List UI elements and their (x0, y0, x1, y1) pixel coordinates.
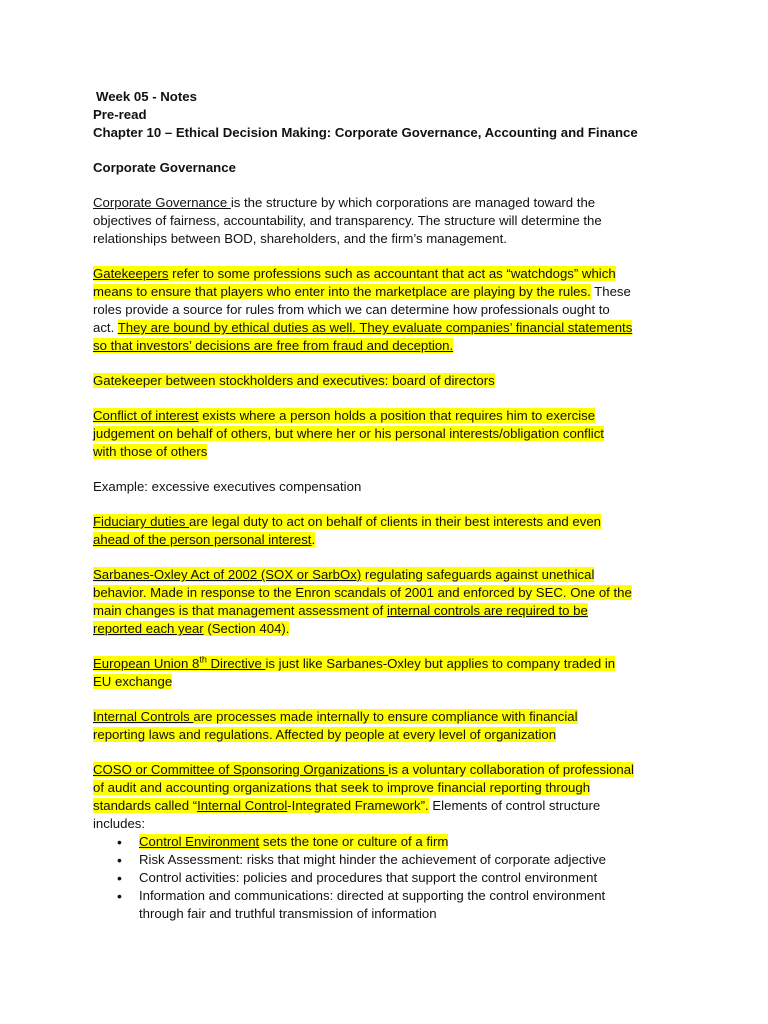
paragraph-sarbanes-oxley (93, 566, 693, 638)
text: is just like Sarbanes-Oxley but applies to company traded in (265, 656, 616, 671)
text: includes: (93, 816, 146, 831)
text: -Integrated Framework”. (287, 798, 429, 813)
bullet-glyph: • (117, 870, 122, 886)
paragraph-corporate-governance (93, 194, 693, 248)
bullet-glyph: • (117, 852, 122, 868)
text: reporting laws and regulations. Affected by people at every level of organization (93, 727, 557, 742)
term-eu-directive (93, 656, 265, 671)
control-elements-list (93, 833, 693, 923)
text: exists where a person holds a position that requires him to exercise (198, 408, 596, 423)
text: with those of others (93, 444, 208, 459)
text: relationships between BOD, shareholders, and the firm’s management. (93, 231, 507, 246)
text: European Union 8 (93, 656, 200, 671)
text: ahead of the person personal interest (93, 532, 312, 547)
preread-label: Pre-read (93, 107, 147, 122)
term-gatekeepers: Gatekeepers (93, 266, 169, 281)
text: regulating safeguards against unethical (361, 567, 595, 582)
text: These (590, 284, 631, 299)
text: They are bound by ethical duties as well. They evaluate companies’ financial statements (117, 320, 633, 335)
term-corporate-governance: Corporate Governance (93, 195, 231, 210)
text: Directive (206, 656, 266, 671)
text: so that investors’ decisions are free from fraud and deception. (93, 338, 454, 353)
bullet-glyph: • (117, 888, 122, 904)
text: standards called “ (93, 798, 198, 813)
text: are processes made internally to ensure compliance with financial (193, 709, 578, 724)
text: through fair and truthful transmission of information (139, 906, 437, 921)
text: Internal Control (197, 798, 288, 813)
paragraph-conflict-of-interest (93, 407, 693, 461)
term-sarbanes-oxley: Sarbanes-Oxley Act of 2002 (SOX or SarbOx) (93, 567, 362, 582)
text: Control activities: policies and procedures that support the control environment (139, 870, 598, 885)
text: is the structure by which corporations are managed toward the (230, 195, 596, 210)
list-item (93, 869, 693, 887)
text: means to ensure that players who enter into the marketplace are playing by the rules. (93, 284, 591, 299)
text: (Section 404). (203, 621, 290, 636)
text: . (311, 532, 316, 547)
text: refer to some professions such as accountant that act as “watchdogs” which (168, 266, 616, 281)
example-note: Example: excessive executives compensation (93, 479, 362, 494)
text: reported each year (93, 621, 204, 636)
paragraph-eu-directive (93, 655, 693, 691)
text: Risk Assessment: risks that might hinder the achievement of corporate adjective (139, 852, 606, 867)
text: of audit and accounting organizations that seek to improve financial reporting through (93, 780, 591, 795)
text: objectives of fairness, accountability, and transparency. The structure will determine the (93, 213, 602, 228)
week-title: Week 05 - Notes (96, 89, 197, 104)
text: judgement on behalf of others, but where her or his personal interests/obligation conflict (93, 426, 604, 441)
text: Elements of control structure (428, 798, 601, 813)
text: main changes is that management assessment of (93, 603, 387, 618)
paragraph-internal-controls (93, 708, 693, 744)
paragraph-fiduciary-duties (93, 513, 693, 549)
text: sets the tone or culture of a firm (259, 834, 449, 849)
chapter-title: Chapter 10 – Ethical Decision Making: Corporate Governance, Accounting and Finance (93, 125, 638, 140)
term-coso: COSO or Committee of Sponsoring Organizations (93, 762, 389, 777)
text: is a voluntary collaboration of professional (388, 762, 634, 777)
text: Information and communications: directed at supporting the control environment (139, 888, 606, 903)
text: internal controls are required to be (386, 603, 588, 618)
list-item (93, 887, 693, 923)
text: are legal duty to act on behalf of clients in their best interests and even (189, 514, 602, 529)
term-internal-controls: Internal Controls (93, 709, 194, 724)
document-page (93, 88, 693, 923)
paragraph-gatekeepers (93, 265, 693, 355)
list-item (93, 851, 693, 869)
list-item (93, 833, 693, 851)
text: Control Environment (139, 834, 260, 849)
text: roles provide a source for rules from which we can determine how professionals ought to (93, 302, 610, 317)
text: behavior. Made in response to the Enron scandals of 2001 and enforced by SEC. One of the (93, 585, 632, 600)
text: act. (93, 320, 118, 335)
section-title: Corporate Governance (93, 160, 236, 175)
paragraph-coso (93, 761, 693, 833)
term-conflict-of-interest: Conflict of interest (93, 408, 199, 423)
bullet-glyph: • (117, 834, 122, 850)
term-fiduciary-duties: Fiduciary duties (93, 514, 190, 529)
superscript: th (199, 654, 207, 665)
text: EU exchange (93, 674, 173, 689)
gatekeeper-board-note: Gatekeeper between stockholders and executives: board of directors (93, 373, 495, 388)
